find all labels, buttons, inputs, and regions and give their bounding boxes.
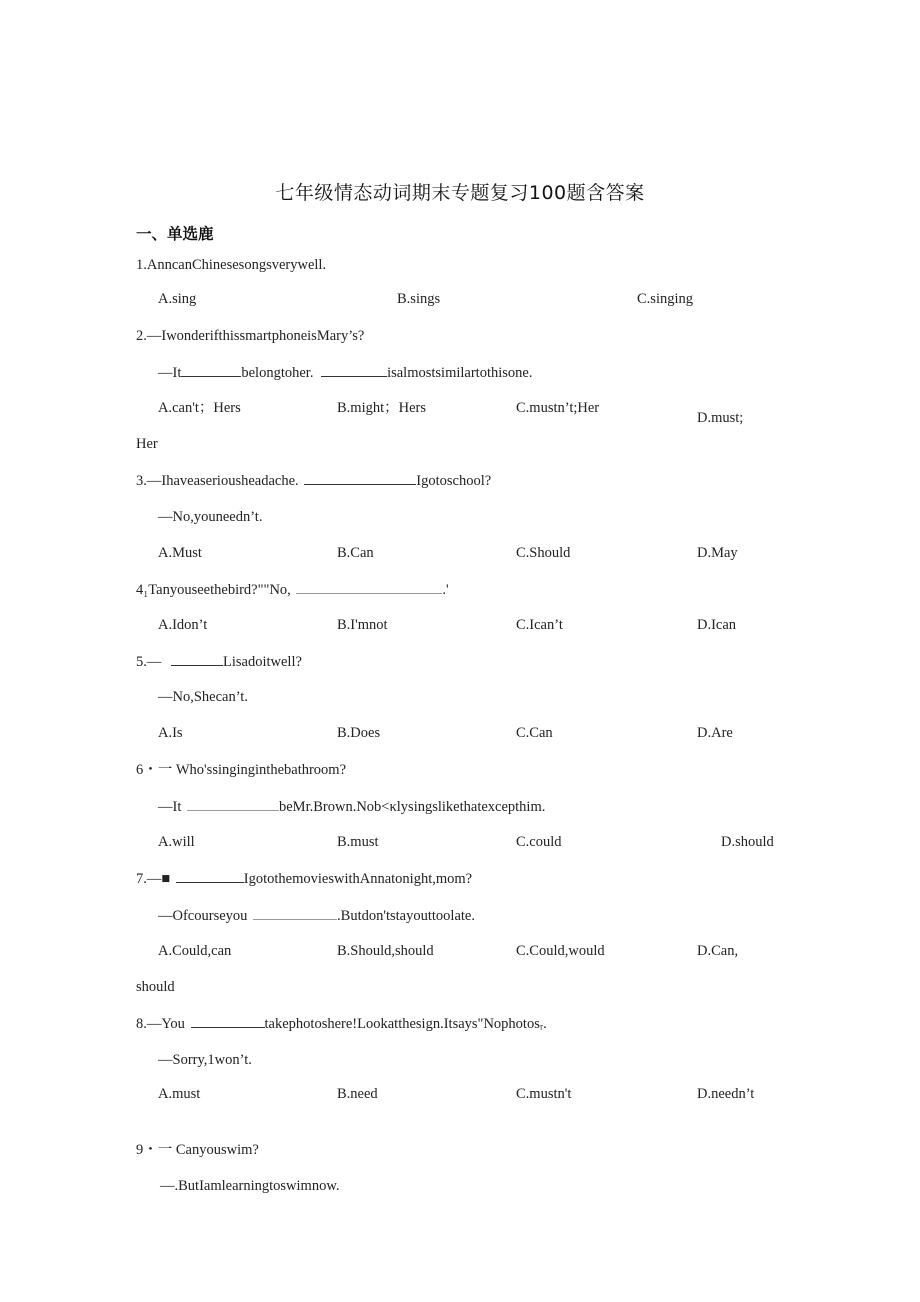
question-7-option-a: A.Could,can: [158, 943, 232, 959]
question-7-stem: [136, 869, 472, 888]
question-2-answer-line: [158, 363, 532, 382]
question-4-option-b: B.I'mnot: [337, 617, 388, 633]
question-5-option-a: A.Is: [158, 725, 183, 741]
question-8-blank: [191, 1014, 265, 1028]
question-3-option-c: C.Should: [516, 545, 571, 561]
question-2-answer-middle: belongtoher.: [241, 365, 314, 381]
question-7-stem-start: 7.—■: [136, 871, 171, 887]
question-4-stem-start: 4₁Tanyouseethebird?""No,: [136, 582, 291, 598]
page-title: 七年级情态动词期末专题复习100题含答案: [275, 182, 645, 204]
question-8-stem-start: 8.—You: [136, 1016, 185, 1032]
question-4-stem: [136, 580, 449, 599]
question-8-stem-end: takephotoshere!Lookatthesign.Itsays"Nophotosᵣ.: [264, 1016, 547, 1032]
question-7-option-d: D.Can,: [697, 943, 739, 959]
question-3-option-d: D.May: [697, 545, 738, 561]
question-8-option-b: B.need: [337, 1086, 378, 1102]
question-1-stem: 1.AnncanChinesesongsverywell.: [136, 257, 327, 273]
section-heading: 一、单选鹿: [136, 225, 214, 243]
question-5-option-b: B.Does: [337, 725, 381, 741]
question-7-option-b: B.Should,should: [337, 943, 434, 959]
question-2-option-a: A.can't；Hers: [158, 400, 241, 416]
question-4-option-d: D.Ican: [697, 617, 737, 633]
question-7-blank-1: [176, 869, 244, 883]
question-6-answer-end: beMr.Brown.Nob<κlysingslikethatexcepthim.: [278, 799, 546, 815]
question-2-option-b: B.might；Hers: [337, 400, 427, 416]
question-2-blank-1: [181, 363, 241, 377]
question-6-option-a: A.will: [158, 834, 195, 850]
question-3-stem-start: 3.—Ihaveaseriousheadache.: [136, 473, 299, 489]
question-6-blank: [187, 797, 279, 811]
question-6-stem: 6・一 Who'ssinginginthebathroom?: [136, 762, 347, 778]
question-2-option-d: D.must;: [697, 410, 744, 426]
question-2-option-d-wrap: Her: [136, 436, 158, 452]
question-4-blank: [296, 580, 442, 594]
question-3-answer-line: —No,youneedn’t.: [158, 509, 263, 525]
question-5-option-c: C.Can: [516, 725, 553, 741]
question-5-blank: [171, 652, 223, 666]
question-6-answer-start: —It: [158, 799, 182, 815]
question-7-answer-line: [158, 906, 475, 925]
question-1-option-a: A.sing: [158, 291, 197, 307]
question-2-answer-end: isalmostsimilartothisone.: [387, 365, 533, 381]
question-7-answer-end: .Butdon'tstayouttoolate.: [337, 908, 475, 924]
question-5-stem-start: 5.—: [136, 654, 162, 670]
question-8-option-d: D.needn’t: [697, 1086, 755, 1102]
question-9-stem: 9・一 Canyouswim?: [136, 1142, 259, 1158]
question-3-stem-end: Igotoschool?: [416, 473, 492, 489]
question-6-answer-line: [158, 797, 545, 816]
question-3-option-b: B.Can: [337, 545, 374, 561]
question-8-stem: [136, 1014, 547, 1033]
question-5-option-d: D.Are: [697, 725, 733, 741]
question-3-blank: [304, 471, 416, 485]
question-8-answer-line: —Sorry,1won’t.: [158, 1052, 252, 1068]
question-1-option-b: B.sings: [397, 291, 441, 307]
question-8-option-a: A.must: [158, 1086, 201, 1102]
question-4-stem-end: .': [442, 582, 449, 598]
question-4-option-c: C.Ican’t: [516, 617, 563, 633]
question-9-answer-line: —.ButIamlearningtoswimnow.: [160, 1178, 340, 1194]
question-5-stem-end: Lisadoitwell?: [223, 654, 302, 670]
question-5-answer-line: —No,Shecan’t.: [158, 689, 248, 705]
question-6-option-b: B.must: [337, 834, 379, 850]
question-8-option-c: C.mustn't: [516, 1086, 572, 1102]
question-1-option-c: C.singing: [637, 291, 693, 307]
question-7-option-d-wrap: should: [136, 979, 175, 995]
question-4-option-a: A.Idon’t: [158, 617, 208, 633]
question-7-stem-end: IgotothemovieswithAnnatonight,mom?: [243, 871, 473, 887]
question-2-stem: 2.—IwonderifthissmartphoneisMary’s?: [136, 328, 365, 344]
question-3-option-a: A.Must: [158, 545, 202, 561]
question-7-option-c: C.Could,would: [516, 943, 605, 959]
question-2-answer-start: —It: [158, 365, 182, 381]
question-6-option-c: C.could: [516, 834, 562, 850]
question-5-stem: [136, 652, 302, 671]
question-7-blank-2: [253, 906, 337, 920]
question-6-option-d: D.should: [721, 834, 774, 850]
question-3-stem: [136, 471, 491, 490]
question-7-answer-start: —Ofcourseyou: [158, 908, 248, 924]
question-2-blank-2: [321, 363, 387, 377]
question-2-option-c: C.mustn’t;Her: [516, 400, 600, 416]
